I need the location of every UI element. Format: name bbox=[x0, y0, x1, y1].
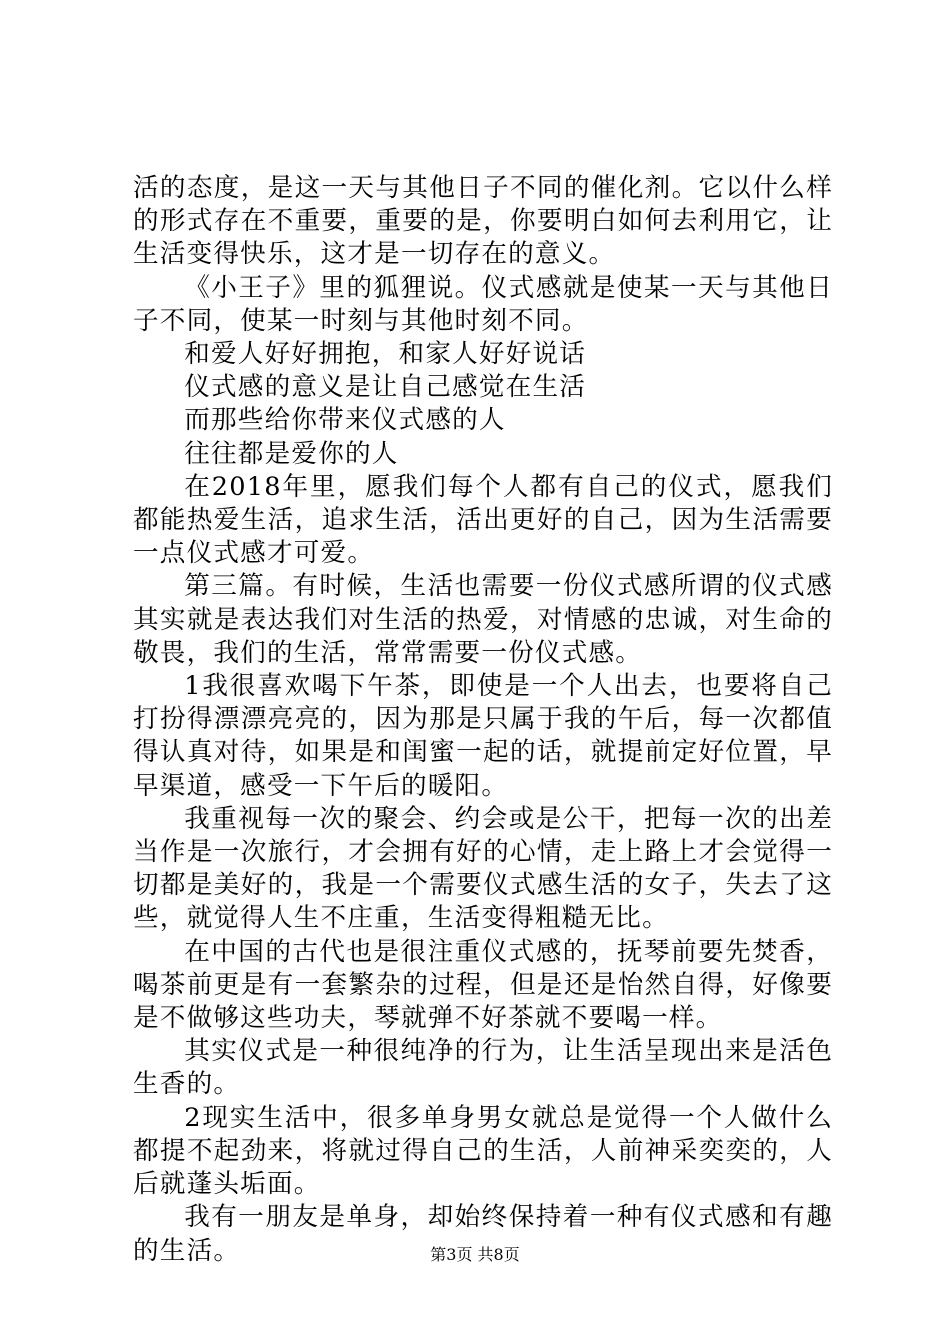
paragraph-10: 我重视每一次的聚会、约会或是公干，把每一次的出差当作是一次旅行，才会拥有好的心情，走上路上才会觉得一切都是美好的，我是一个需要仪式感生活的女子，失去了这些，就觉得人生不庄重，生活变得粗糙无比。 bbox=[133, 803, 833, 934]
paragraph-2: 《小王子》里的狐狸说。仪式感就是使某一天与其他日子不同，使某一时刻与其他时刻不同。 bbox=[133, 272, 833, 336]
paragraph-1: 活的态度，是这一天与其他日子不同的催化剂。它以什么样的形式存在不重要，重要的是，你要明白如何去利用它，让生活变得快乐，这才是一切存在的意义。 bbox=[133, 173, 833, 270]
paragraph-9: 1我很喜欢喝下午茶，即使是一个人出去，也要将自己打扮得漂漂亮亮的，因为那是只属于我的午后，每一次都值得认真对待，如果是和闺蜜一起的话，就提前定好位置，早早渠道，感受一下午后的暖阳。 bbox=[133, 671, 833, 801]
paragraph-5: 而那些给你带来仪式感的人 bbox=[184, 405, 506, 436]
paragraph-3: 和爱人好好拥抱，和家人好好说话 bbox=[184, 339, 587, 370]
paragraph-14: 我有一朋友是单身，却始终保持着一种有仪式感和有趣的生活。 bbox=[133, 1202, 833, 1266]
document-body bbox=[133, 172, 833, 1268]
page-number-label: 第3页 共8页 bbox=[430, 1245, 520, 1264]
page-footer bbox=[0, 1242, 950, 1265]
paragraph-7: 在2018年里，愿我们每个人都有自己的仪式，愿我们都能热爱生活，追求生活，活出更好的自己，因为生活需要一点仪式感才可爱。 bbox=[133, 471, 833, 569]
paragraph-11: 在中国的古代也是很注重仪式感的，抚琴前要先焚香，喝茶前更是有一套繁杂的过程，但是还是怡然自得，好像要是不做够这些功夫，琴就弹不好茶就不要喝一样。 bbox=[133, 936, 833, 1034]
paragraph-4: 仪式感的意义是让自己感觉在生活 bbox=[184, 372, 587, 403]
paragraph-6: 往往都是爱你的人 bbox=[184, 438, 399, 469]
paragraph-12: 其实仪式是一种很纯净的行为，让生活呈现出来是活色生香的。 bbox=[133, 1036, 833, 1100]
paragraph-8: 第三篇。有时候，生活也需要一份仪式感所谓的仪式感其实就是表达我们对生活的热爱，对情感的忠诚，对生命的敬畏，我们的生活，常常需要一份仪式感。 bbox=[133, 571, 833, 668]
paragraph-13: 2现实生活中，很多单身男女就总是觉得一个人做什么都提不起劲来，将就过得自己的生活，人前神采奕奕的，人后就蓬头垢面。 bbox=[133, 1102, 833, 1200]
